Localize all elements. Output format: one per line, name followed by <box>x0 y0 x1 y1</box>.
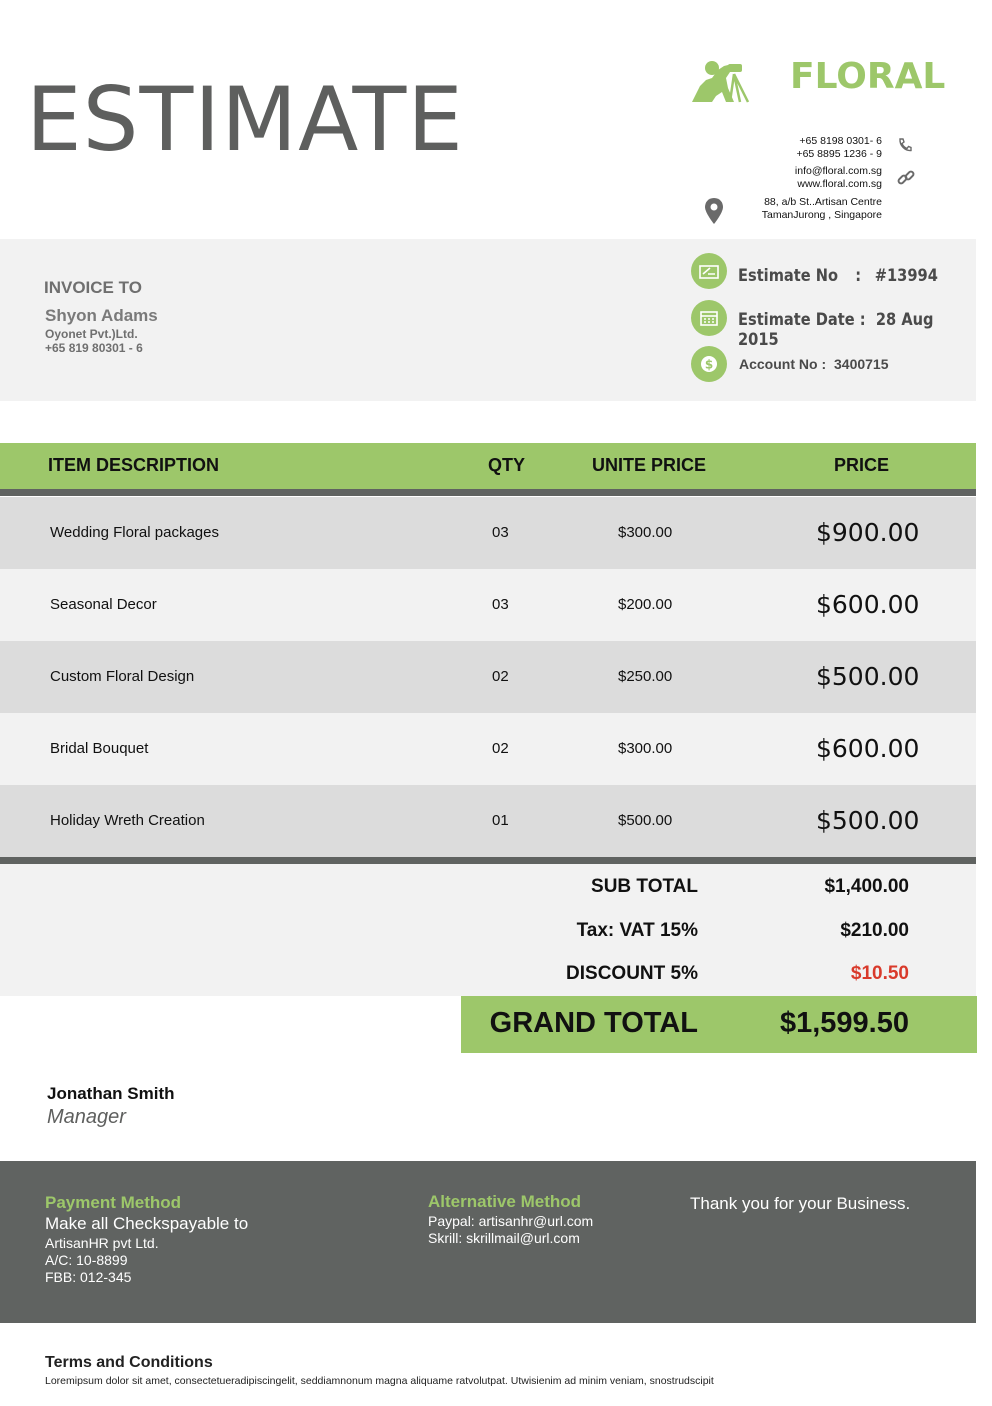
table-row <box>0 713 976 785</box>
phone-icon <box>897 137 913 158</box>
account-no-row <box>739 356 889 372</box>
account-no-label: Account No : <box>739 356 827 372</box>
thank-you-text: Thank you for your Business. <box>690 1194 911 1213</box>
item-unit-price: $300.00 <box>618 524 673 541</box>
subtotal-value: $1,400.00 <box>824 876 909 897</box>
col-header-price: PRICE <box>834 455 890 475</box>
payment-method-heading: Payment Method <box>45 1193 182 1212</box>
paypal-line: Paypal: artisanhr@url.com <box>428 1213 594 1229</box>
estimate-date-row <box>738 310 956 350</box>
email-text: info@floral.com.sg <box>794 165 882 177</box>
col-header-description: ITEM DESCRIPTION <box>48 455 220 475</box>
client-name: Shyon Adams <box>45 306 158 325</box>
col-header-qty: QTY <box>488 455 526 475</box>
item-qty: 01 <box>492 812 509 829</box>
website-text: www.floral.com.sg <box>797 178 882 190</box>
payment-line-3: A/C: 10-8899 <box>45 1252 128 1268</box>
payment-line-2: ArtisanHR pvt Ltd. <box>45 1235 159 1251</box>
item-qty: 03 <box>492 524 509 541</box>
location-pin-icon <box>703 197 725 230</box>
item-description: Custom Floral Design <box>50 668 195 685</box>
estimate-no-sep: : <box>855 266 862 286</box>
item-unit-price: $200.00 <box>618 596 673 613</box>
signatory-role: Manager <box>47 1106 126 1128</box>
item-unit-price: $500.00 <box>618 812 673 829</box>
phone-line-1: +65 8198 0301- 6 <box>799 135 882 147</box>
grand-total-value: $1,599.50 <box>779 1007 909 1039</box>
contact-web <box>795 165 882 191</box>
client-company: Oyonet Pvt.)Ltd. <box>45 327 138 341</box>
estimate-no-label: Estimate No <box>738 266 839 286</box>
estimate-no-value: #13994 <box>874 266 938 286</box>
grand-total-label: GRAND TOTAL <box>489 1007 698 1039</box>
subtotal-label: SUB TOTAL <box>591 876 698 897</box>
item-description: Seasonal Decor <box>50 596 157 613</box>
invoice-to-label: INVOICE TO <box>44 278 142 297</box>
item-description: Wedding Floral packages <box>50 524 219 541</box>
estimate-no-icon <box>691 253 727 289</box>
item-qty: 02 <box>492 668 509 685</box>
discount-label: DISCOUNT 5% <box>566 963 698 984</box>
signatory-name: Jonathan Smith <box>47 1084 175 1103</box>
terms-heading: Terms and Conditions <box>45 1354 213 1371</box>
contact-address <box>762 196 882 222</box>
page-title: ESTIMATE <box>26 68 464 171</box>
payment-line-1: Make all Checkspayable to <box>45 1214 249 1233</box>
brand-name: FLORAL <box>790 56 946 97</box>
item-unit-price: $250.00 <box>618 668 673 685</box>
item-price: $500.00 <box>816 806 920 835</box>
tax-value: $210.00 <box>840 920 909 941</box>
col-header-unit-price: UNITE PRICE <box>592 455 707 475</box>
table-row <box>0 497 976 569</box>
estimate-no-row <box>738 266 938 286</box>
item-price: $600.00 <box>816 734 920 763</box>
account-no-value: 3400715 <box>834 356 889 372</box>
svg-text:$: $ <box>704 357 714 372</box>
client-phone: +65 819 80301 - 6 <box>45 341 143 355</box>
table-header-divider <box>0 489 976 496</box>
address-line-2: TamanJurong , Singapore <box>761 209 882 221</box>
item-price: $500.00 <box>816 662 920 691</box>
table-row <box>0 641 976 713</box>
link-icon <box>896 168 916 193</box>
item-description: Bridal Bouquet <box>50 740 149 757</box>
discount-value: $10.50 <box>850 963 909 984</box>
calendar-icon <box>691 300 727 336</box>
terms-text: Loremipsum dolor sit amet, consectetueradipiscingelit, seddiamnonum magna aliquame ratvolutpat. Utwisienim ad minim veniam, snostrudscipit <box>45 1375 714 1387</box>
estimate-date-value: 28 Aug 2015 <box>738 310 934 350</box>
address-line-1: 88, a/b St..Artisan Centre <box>764 196 882 208</box>
tax-label: Tax: VAT 15% <box>576 920 698 941</box>
dollar-icon <box>691 346 727 382</box>
table-row <box>0 785 976 857</box>
floral-logo-icon <box>690 56 754 108</box>
phone-line-2: +65 8895 1236 - 9 <box>796 148 882 160</box>
item-qty: 03 <box>492 596 509 613</box>
item-price: $600.00 <box>816 590 920 619</box>
alternative-method-heading: Alternative Method <box>428 1192 582 1211</box>
contact-phones <box>796 135 882 161</box>
item-description: Holiday Wreth Creation <box>50 812 205 829</box>
skrill-line: Skrill: skrillmail@url.com <box>428 1230 580 1246</box>
item-price: $900.00 <box>816 518 920 547</box>
estimate-date-label: Estimate Date : <box>738 310 866 330</box>
table-row <box>0 569 976 641</box>
payment-line-4: FBB: 012-345 <box>45 1269 132 1285</box>
item-unit-price: $300.00 <box>618 740 673 757</box>
item-qty: 02 <box>492 740 509 757</box>
table-footer-divider <box>0 857 976 864</box>
